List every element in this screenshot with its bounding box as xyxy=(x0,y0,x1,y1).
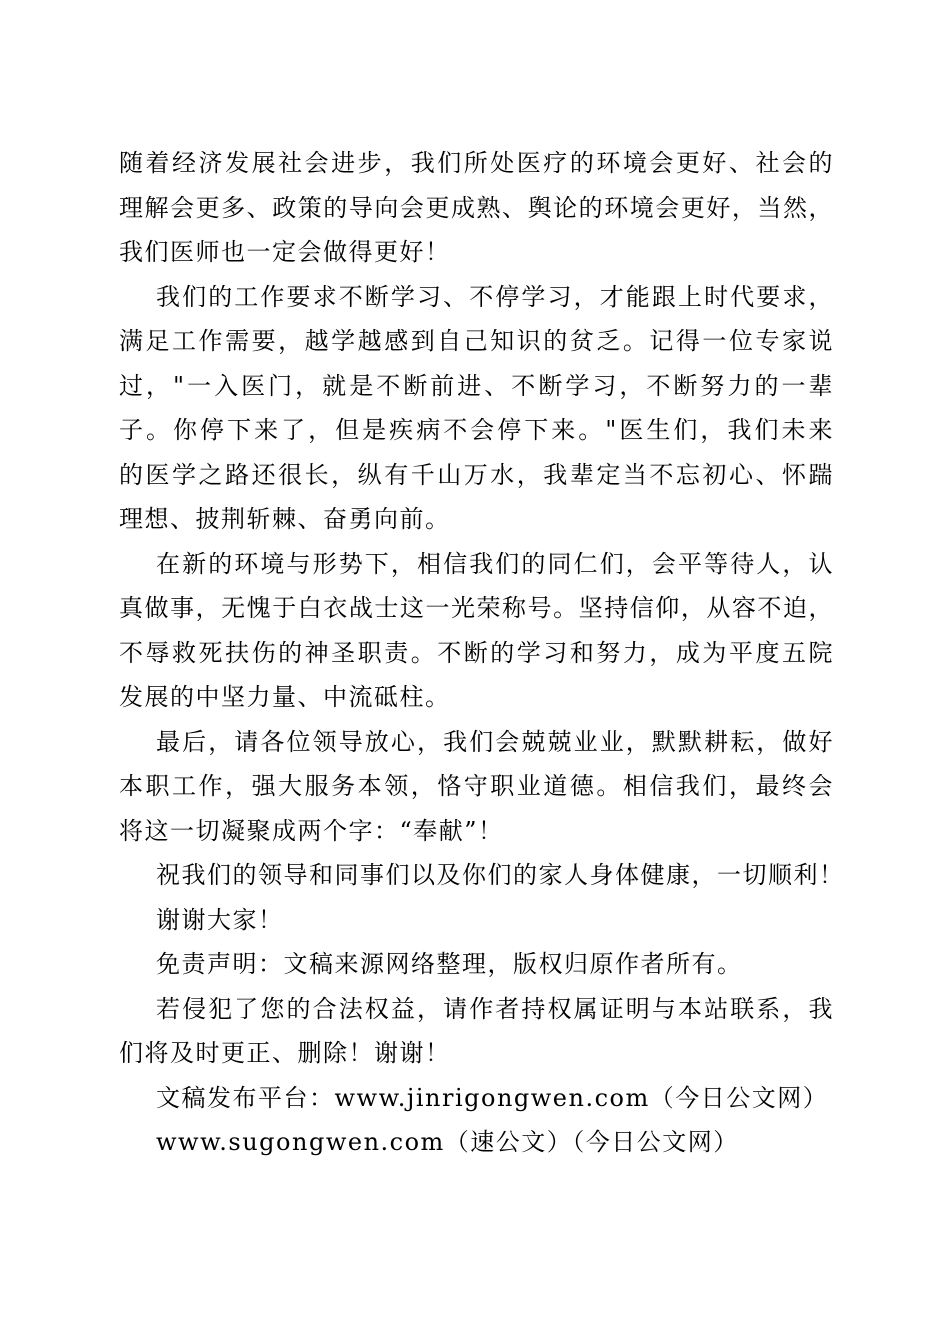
text-line: 祝我们的领导和同事们以及你们的家人身体健康，一切顺利！ xyxy=(156,861,845,889)
paragraph-disclaimer xyxy=(119,942,834,987)
text-line: 理想、披荆斩棘、奋勇向前。 xyxy=(119,505,451,533)
paragraph-thanks xyxy=(119,898,834,943)
text-line: www.sugongwen.com（速公文）（今日公文网） xyxy=(156,1128,739,1156)
text-line: 随着经济发展社会进步，我们所处医疗的环境会更好、社会的 xyxy=(119,149,834,177)
paragraph-publish-platform xyxy=(119,1076,834,1121)
text-line: 子。你停下来了，但是疾病不会停下来。"医生们，我们未来 xyxy=(119,416,834,444)
text-line: 满足工作需要，越学越感到自己知识的贫乏。记得一位专家说 xyxy=(119,327,834,355)
paragraph-wishes xyxy=(119,853,845,898)
paragraph-continuous-learning xyxy=(119,275,834,542)
text-line: 最后，请各位领导放心，我们会兢兢业业，默默耕耘，做好 xyxy=(156,727,834,756)
text-line: 理解会更多、政策的导向会更成熟、舆论的环境会更好，当然， xyxy=(119,193,834,222)
text-line: 发展的中坚力量、中流砥柱。 xyxy=(119,683,451,711)
text-line: 若侵犯了您的合法权益，请作者持权属证明与本站联系，我 xyxy=(156,994,834,1023)
text-line: 们将及时更正、删除！谢谢！ xyxy=(119,1039,451,1067)
paragraph-dedication xyxy=(119,720,834,854)
text-line: 我们医师也一定会做得更好！ xyxy=(119,238,451,266)
text-line: 谢谢大家！ xyxy=(156,905,284,934)
paragraph-economic-progress xyxy=(119,141,834,275)
paragraph-new-environment xyxy=(119,542,834,720)
text-line: 的医学之路还很长，纵有千山万水，我辈定当不忘初心、怀踹 xyxy=(119,460,834,489)
text-line: 不辱救死扶伤的神圣职责。不断的学习和努力，成为平度五院 xyxy=(119,638,834,667)
paragraph-site-link xyxy=(119,1120,834,1165)
text-line: 过，"一入医门，就是不断前进、不断学习，不断努力的一辈 xyxy=(119,371,834,400)
text-line: 在新的环境与形势下，相信我们的同仁们，会平等待人，认 xyxy=(156,549,834,578)
text-line: 将这一切凝聚成两个字：“奉献”！ xyxy=(119,816,504,845)
text-line: 我们的工作要求不断学习、不停学习，才能跟上时代要求， xyxy=(156,282,834,311)
text-line: 免责声明：文稿来源网络整理，版权归原作者所有。 xyxy=(156,950,743,978)
text-line: 本职工作，强大服务本领，恪守职业道德。相信我们，最终会 xyxy=(119,772,834,800)
text-line: 文稿发布平台：www.jinrigongwen.com（今日公文网） xyxy=(156,1083,829,1112)
document-body xyxy=(119,141,845,1165)
paragraph-copyright-contact xyxy=(119,987,834,1076)
text-line: 真做事，无愧于白衣战士这一光荣称号。坚持信仰，从容不迫， xyxy=(119,594,834,622)
